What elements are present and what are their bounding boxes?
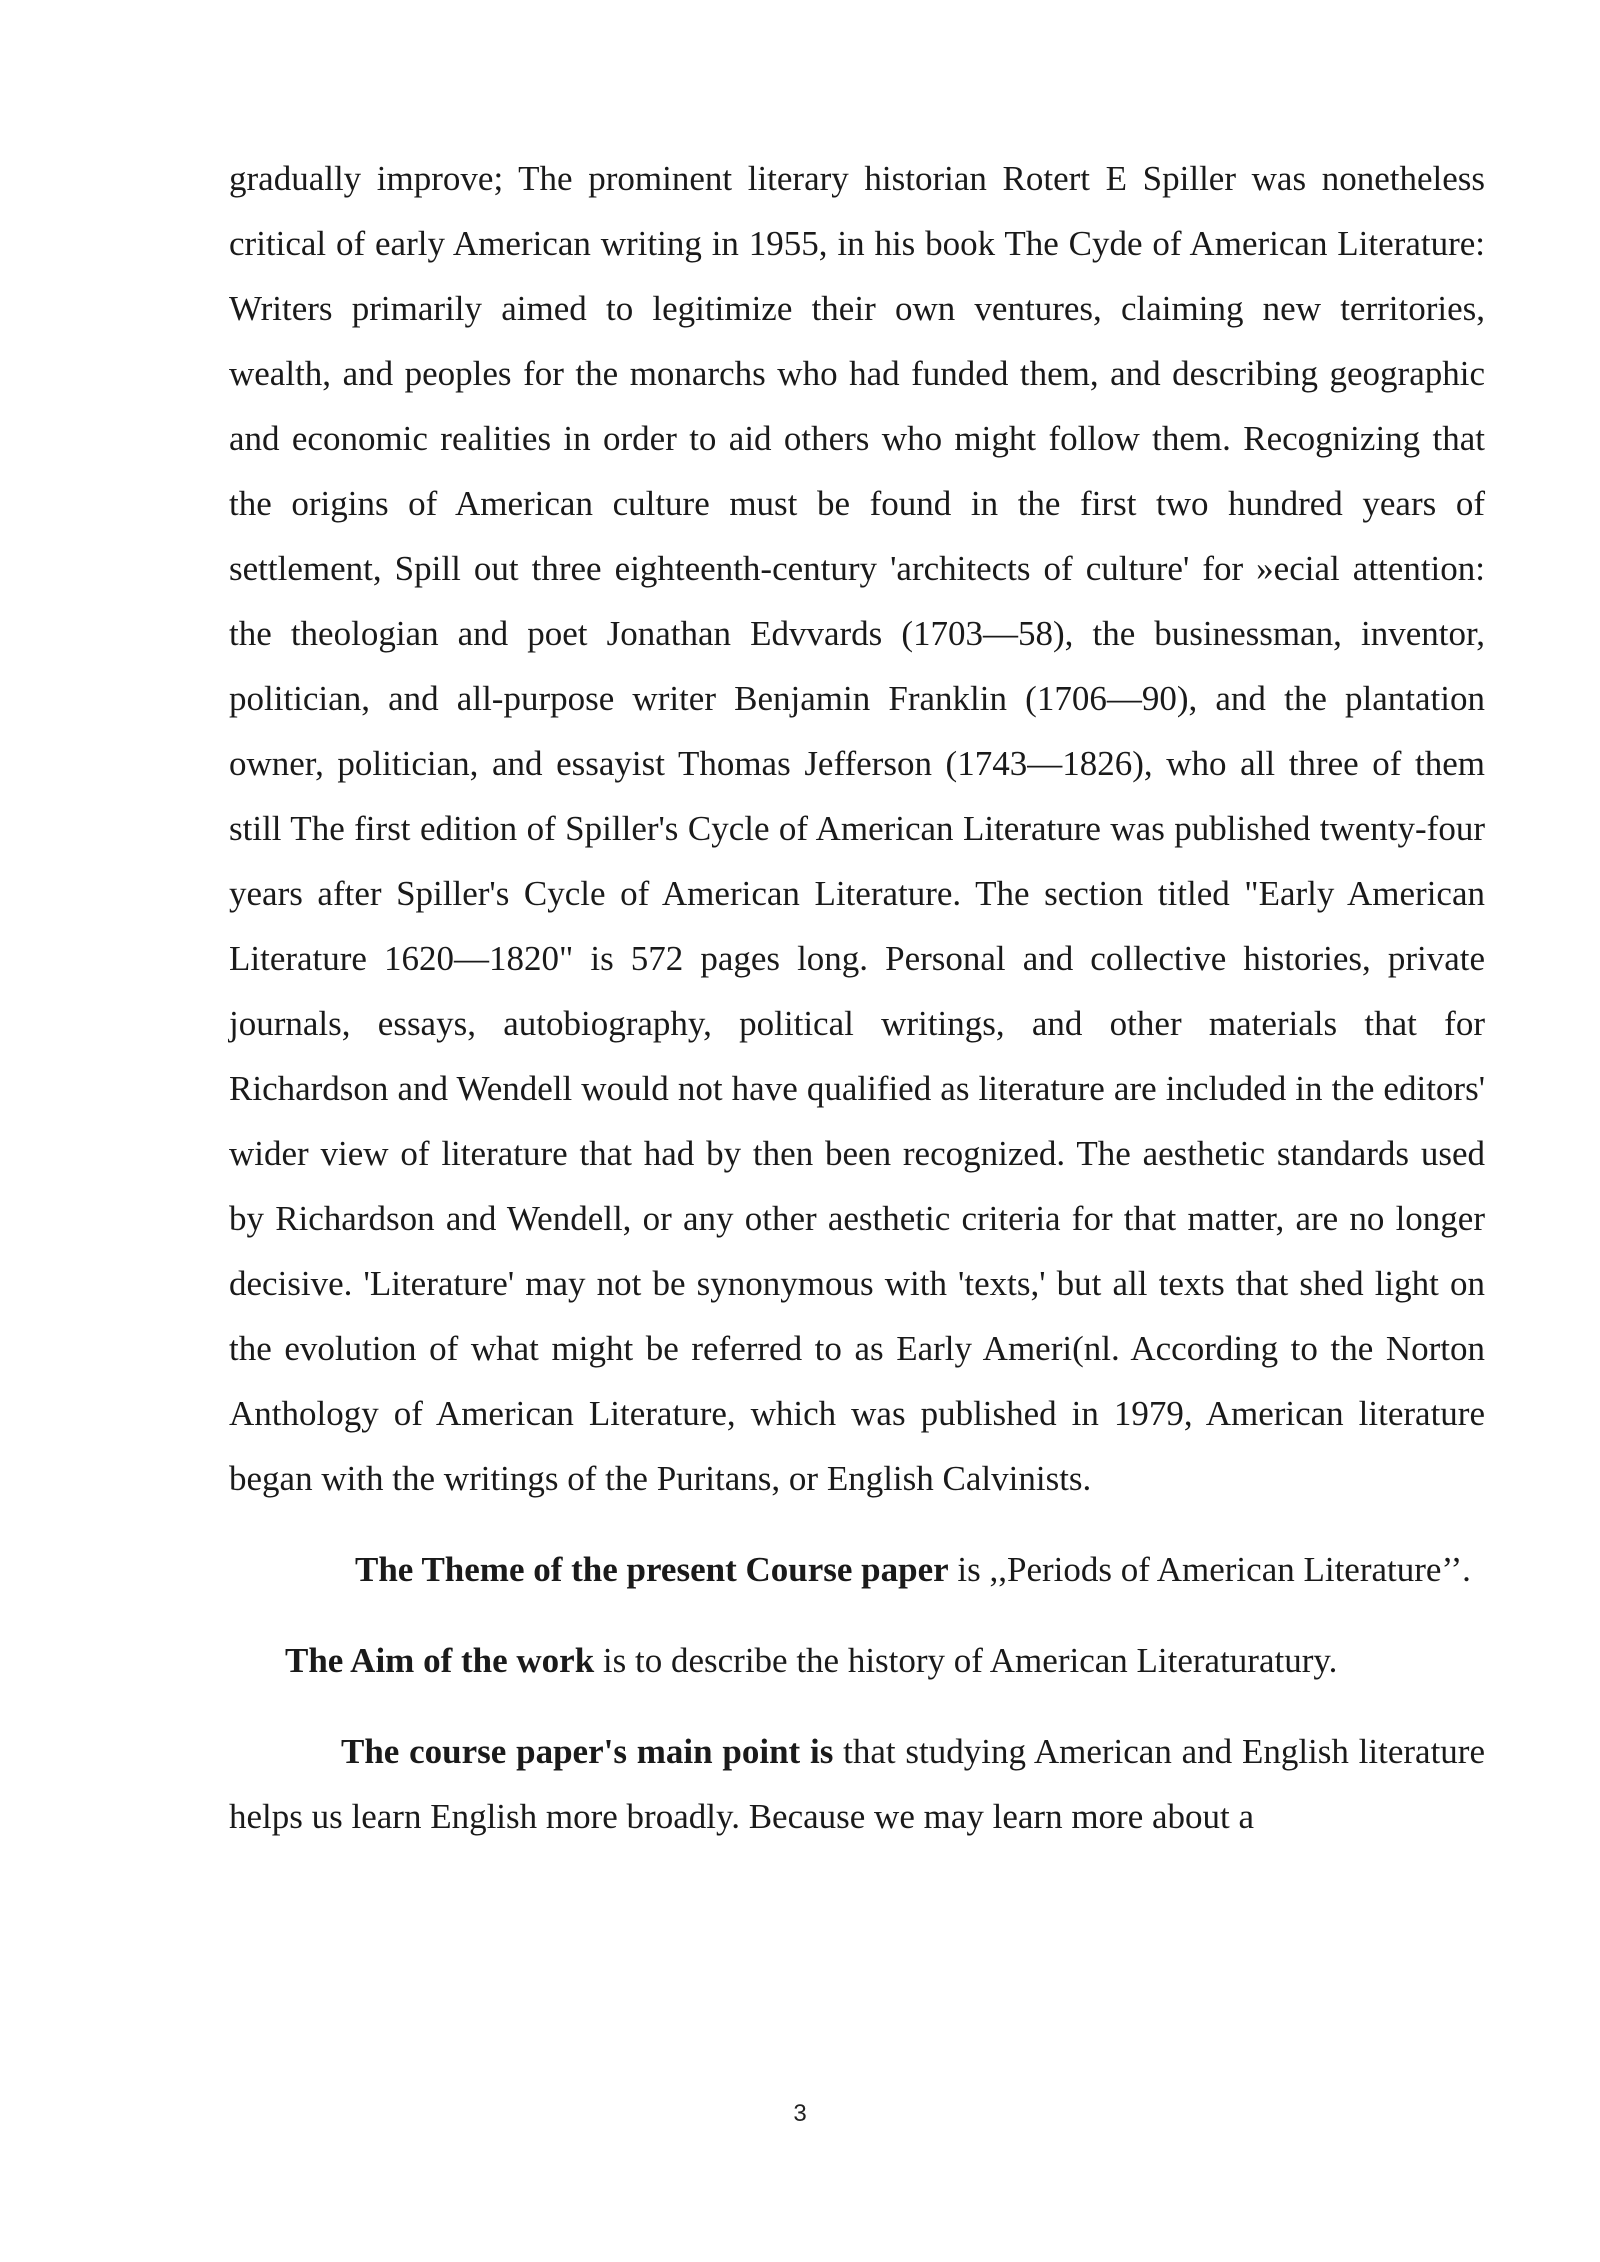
main-point-label: The course paper's main point is: [341, 1732, 834, 1771]
aim-text: is to describe the history of American Literaturatury.: [594, 1641, 1338, 1680]
main-paragraph: gradually improve; The prominent literary historian Rotert E Spiller was nonetheless critical of early American writing in 1955, in his book The Cyde of American Literature: Writers primarily aimed to legitimize their own ventures, claiming new territories, wealth, and peoples for the monarchs who had funded them, and describing geographic and economic realities in order to aid others who might follow them. Recognizing that the origins of American culture must be found in the first two hundred years of settlement, Spill out three eighteenth-century 'architects of culture' for »ecial attention: the theologian and poet Jonathan Edvvards (1703—58), the businessman, inventor, politician, and all-purpose writer Benjamin Franklin (1706—90), and the plantation owner, politician, and essayist Thomas Jefferson (1743—1826), who all three of them still The first edition of Spiller's Cycle of American Literature was published twenty-four years after Spiller's Cycle of American Literature. The section titled "Early American Literature 1620—1820" is 572 pages long. Personal and collective histories, private journals, essays, autobiography, political writings, and other materials that for Richardson and Wendell would not have qualified as literature are included in the editors' wider view of literature that had by then been recognized. The aesthetic standards used by Richardson and Wendell, or any other aesthetic criteria for that matter, are no longer decisive. 'Literature' may not be synonymous with 'texts,' but all texts that shed light on the evolution of what might be referred to as Early Ameri(nl. According to the Norton Anthology of American Literature, which was published in 1979, American literature began with the writings of the Puritans, or English Calvinists.: [229, 159, 1485, 1498]
theme-paragraph: [229, 1537, 1485, 1602]
page-number: 3: [793, 2100, 807, 2127]
aim-label: The Aim of the work: [285, 1641, 595, 1680]
main-point-text: that studying American and English literature helps us learn English more broadly. Because we may learn more about a: [229, 1732, 1485, 1836]
main-point-paragraph: [229, 1719, 1485, 1849]
document-page: [229, 146, 1485, 1849]
theme-text: is ,,Periods of American Literature’’.: [948, 1550, 1471, 1589]
aim-paragraph: [229, 1628, 1485, 1693]
theme-label: The Theme of the present Course paper: [355, 1550, 949, 1589]
